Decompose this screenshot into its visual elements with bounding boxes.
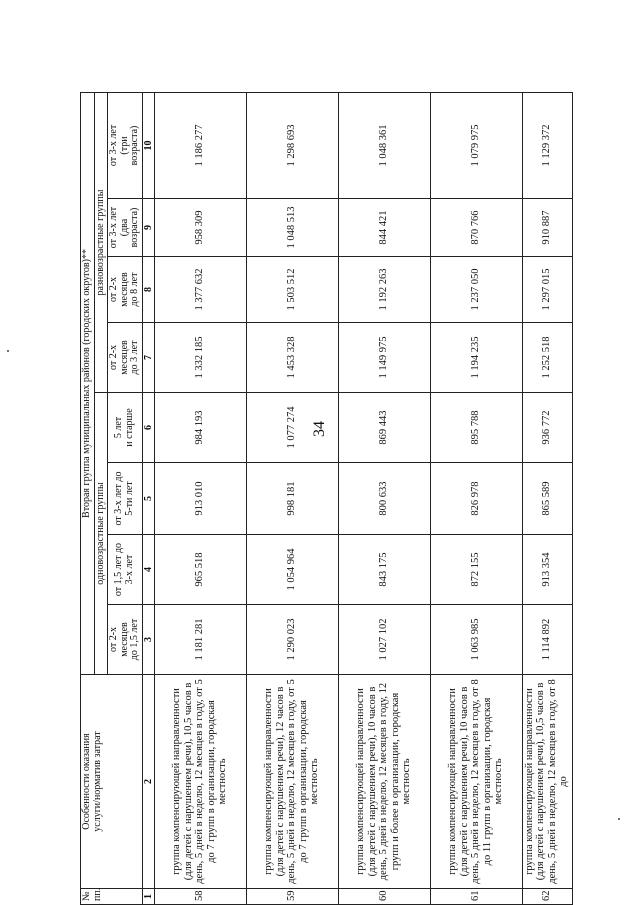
- value-cell: 1 054 964: [246, 535, 338, 605]
- cost-norms-table: [80, 92, 573, 905]
- page-number: 34: [311, 421, 328, 437]
- col-number: 10: [142, 92, 154, 198]
- value-cell: 1 332 185: [154, 323, 246, 393]
- row-number: 62: [522, 889, 572, 905]
- value-cell: 1 297 015: [522, 257, 572, 323]
- value-cell: 800 633: [338, 463, 430, 535]
- header-col-9: от 3-х лет (два возраста): [108, 199, 143, 257]
- value-cell: 1 453 328: [246, 323, 338, 393]
- rotated-table-sheet: [80, 93, 569, 905]
- scan-speck: [7, 350, 9, 352]
- value-cell: 984 193: [154, 393, 246, 463]
- header-no: № пп.: [81, 889, 143, 905]
- header-col-10: от 3-х лет (три возраста): [108, 92, 143, 198]
- value-cell: 1 237 050: [430, 257, 522, 323]
- value-cell: 1 079 975: [430, 92, 522, 198]
- col-number: 4: [142, 535, 154, 605]
- header-col-8: от 2-х месяцев до 8 лет: [108, 257, 143, 323]
- row-number: 59: [246, 889, 338, 905]
- scan-speck: [618, 818, 620, 820]
- col-number: 8: [142, 257, 154, 323]
- value-cell: 1 077 274: [246, 393, 338, 463]
- value-cell: 843 175: [338, 535, 430, 605]
- header-col-3: от 2-х месяцев до 1,5 лет: [108, 605, 143, 675]
- value-cell: 872 155: [430, 535, 522, 605]
- col-number: 7: [142, 323, 154, 393]
- value-cell: 910 887: [522, 199, 572, 257]
- value-cell: 1 048 361: [338, 92, 430, 198]
- row-description-text: группа компенсирующей направленности (для детей с нарушением речи), 10,5 часов в день, 5 дней в неделю, 12 месяцев в году, от 8 до: [523, 679, 569, 884]
- col-number: 1: [142, 889, 154, 905]
- value-cell: 844 421: [338, 199, 430, 257]
- value-cell: 913 354: [522, 535, 572, 605]
- col-number: 9: [142, 199, 154, 257]
- value-cell: 1 129 372: [522, 92, 572, 198]
- value-cell: 870 766: [430, 199, 522, 257]
- row-description: [522, 675, 572, 889]
- header-feature: Особенности оказания услуги/норматив затрат: [81, 675, 143, 889]
- value-cell: 1 377 632: [154, 257, 246, 323]
- value-cell: 1 186 277: [154, 92, 246, 198]
- header-mixed-age: разновозрастные группы: [94, 92, 108, 392]
- header-col-5: от 3-х лет до 5-ти лет: [108, 463, 143, 535]
- value-cell: 1 252 518: [522, 323, 572, 393]
- row-number: 58: [154, 889, 246, 905]
- value-cell: 998 181: [246, 463, 338, 535]
- value-cell: 869 443: [338, 393, 430, 463]
- table-row: [338, 92, 430, 904]
- row-description: группа компенсирующей направленности (для детей с нарушением речи), 10 часов в день, 5 дней в неделю, 12 месяцев в году, от 8 до 11 групп в организации, городская местность: [430, 675, 522, 889]
- value-cell: 1 181 281: [154, 605, 246, 675]
- col-number: 2: [142, 675, 154, 889]
- header-col-4: от 1,5 лет до 3-х лет: [108, 535, 143, 605]
- header-col-6: 5 лет и старше: [108, 393, 143, 463]
- row-number: 61: [430, 889, 522, 905]
- value-cell: 1 149 975: [338, 323, 430, 393]
- table-row: [154, 92, 246, 904]
- col-number: 6: [142, 393, 154, 463]
- table-row: [246, 92, 338, 904]
- row-description: группа компенсирующей направленности (для детей с нарушением речи), 12 часов в день, 5 дней в неделю, 12 месяцев в году, от 5 до 7 групп в организации, городская местность: [246, 675, 338, 889]
- value-cell: 965 518: [154, 535, 246, 605]
- row-number: 60: [338, 889, 430, 905]
- col-number: 5: [142, 463, 154, 535]
- value-cell: 958 309: [154, 199, 246, 257]
- header-single-age: одновозрастные группы: [94, 393, 108, 675]
- header-group: Вторая группа муниципальных районов (городских округов)**: [81, 92, 95, 674]
- value-cell: 1 192 263: [338, 257, 430, 323]
- row-description: группа компенсирующей направленности (для детей с нарушением речи), 10 часов в день, 5 дней в неделю, 12 месяцев в году, 12 групп и более в организации, городская местность: [338, 675, 430, 889]
- value-cell: 1 048 513: [246, 199, 338, 257]
- table-row: [430, 92, 522, 904]
- header-col-7: от 2-х месяцев до 3 лет: [108, 323, 143, 393]
- row-description: группа компенсирующей направленности (для детей с нарушением речи), 10,5 часов в день, 5 дней в неделю, 12 месяцев в году, от 5 до 7 групп в организации, городская местность: [154, 675, 246, 889]
- col-number: 3: [142, 605, 154, 675]
- value-cell: 1 063 985: [430, 605, 522, 675]
- value-cell: 936 772: [522, 393, 572, 463]
- value-cell: 1 298 693: [246, 92, 338, 198]
- value-cell: 1 290 023: [246, 605, 338, 675]
- value-cell: 1 027 102: [338, 605, 430, 675]
- value-cell: 1 114 892: [522, 605, 572, 675]
- value-cell: 1 194 235: [430, 323, 522, 393]
- value-cell: 865 589: [522, 463, 572, 535]
- value-cell: 913 010: [154, 463, 246, 535]
- value-cell: 1 503 512: [246, 257, 338, 323]
- table-row: [522, 92, 572, 904]
- value-cell: 895 788: [430, 393, 522, 463]
- value-cell: 826 978: [430, 463, 522, 535]
